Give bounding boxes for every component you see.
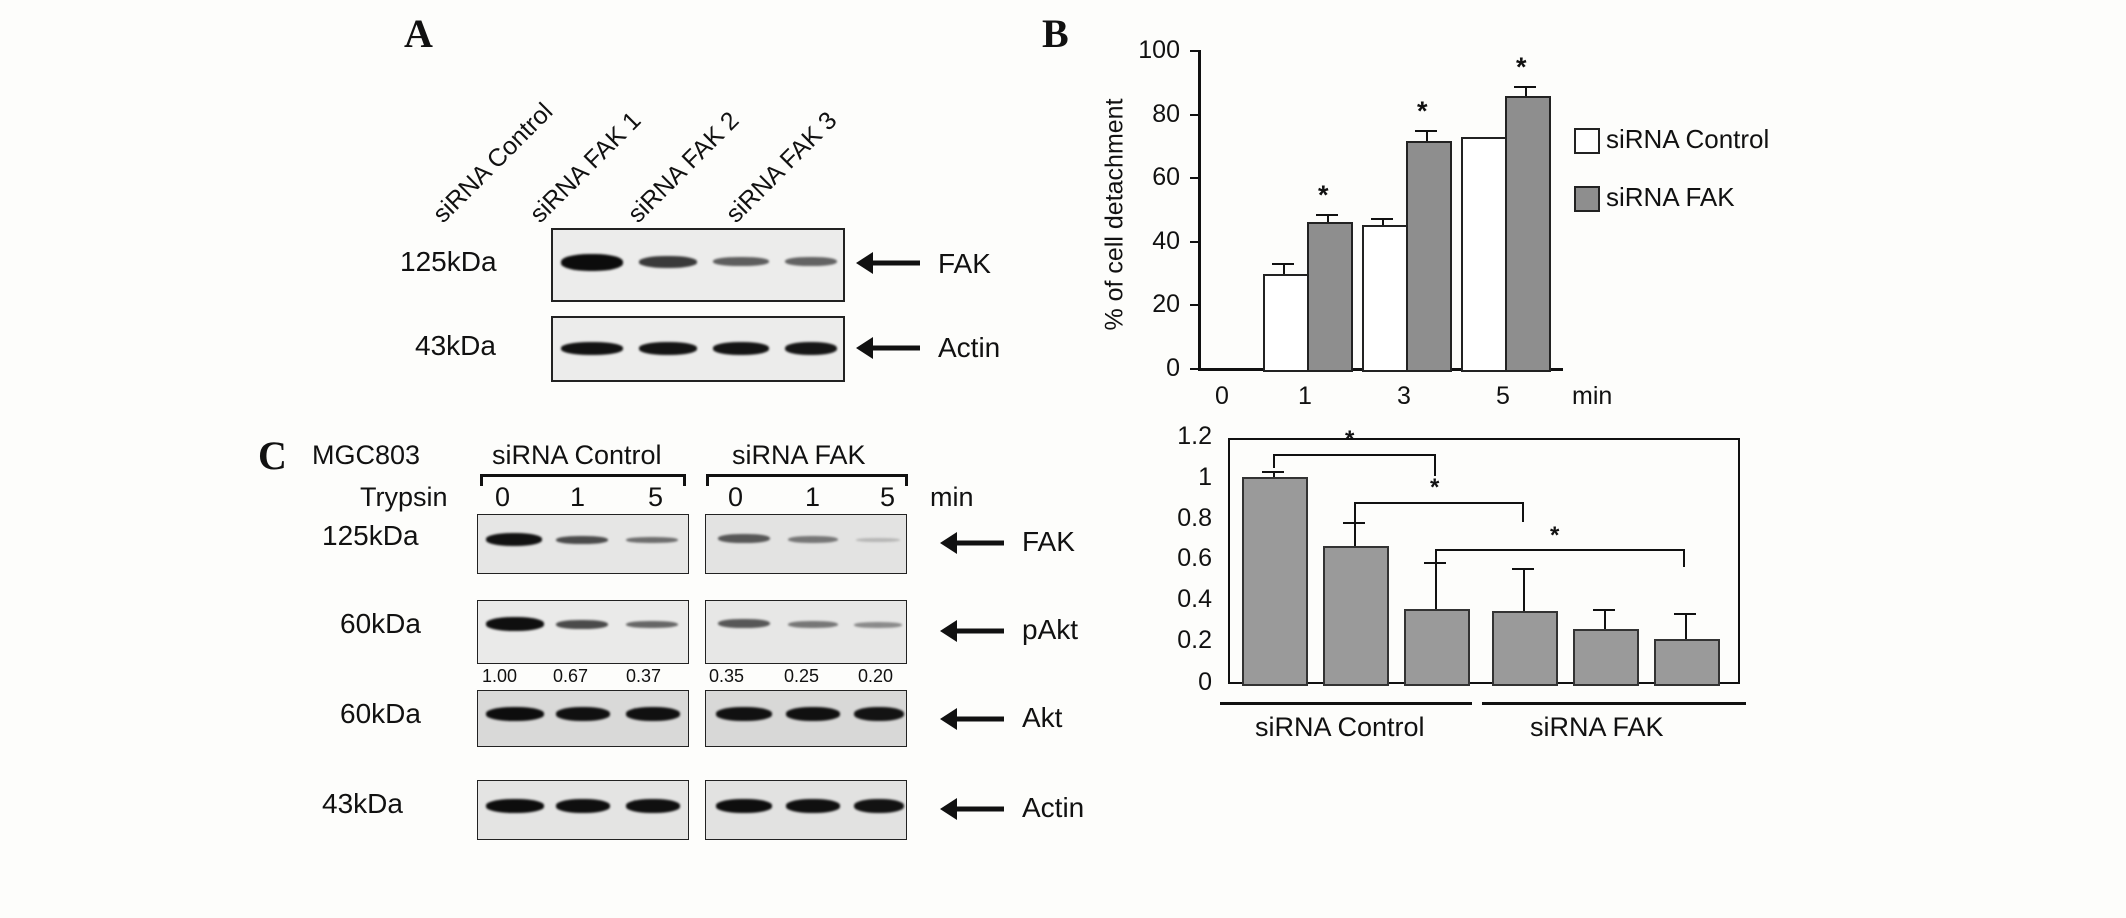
star-3min: * [1417, 96, 1428, 126]
mw-label-43kda-a: 43kDa [415, 330, 496, 361]
bar-d-fak-1 [1573, 629, 1639, 686]
x-axis-top-d [1228, 438, 1740, 440]
bar-d-control-1 [1323, 546, 1389, 686]
legend-swatch-fak [1574, 186, 1600, 212]
protein-label-actin-c: Actin [1022, 792, 1085, 823]
group-underline-fak [1482, 702, 1746, 705]
ytick-40: 40 [1152, 227, 1180, 255]
mw-label-60kda-akt: 60kDa [340, 698, 421, 729]
time-fak-5: 5 [880, 482, 896, 512]
legend-label-control: siRNA Control [1606, 124, 1770, 154]
time-control-0: 0 [495, 482, 511, 512]
panel-c [0, 430, 1120, 918]
pakt-value-fak-1: 0.25 [784, 666, 820, 686]
panel-b-letter: B [1042, 11, 1069, 56]
bar-fak-5min [1505, 96, 1551, 372]
ytick-100: 100 [1138, 36, 1180, 64]
xtick-0: 0 [1215, 382, 1229, 410]
ytick-60: 60 [1152, 163, 1180, 191]
lane-label-2: siRNA FAK 2 [622, 106, 745, 229]
pakt-value-fak-5: 0.20 [858, 666, 894, 686]
group-label-fak-c: siRNA FAK [732, 440, 866, 470]
sig-bracket-3 [1435, 549, 1685, 567]
blot-akt-control-c [477, 690, 689, 747]
bar-control-5min [1461, 137, 1507, 372]
bar-fak-1min [1307, 222, 1353, 372]
mw-label-125kda-a: 125kDa [400, 246, 497, 277]
protein-label-actin-a: Actin [938, 332, 1001, 363]
ytick-d-0: 0 [1198, 668, 1212, 696]
legend-swatch-control [1574, 128, 1600, 154]
ytick-d-0p4: 0.4 [1177, 585, 1212, 613]
panel-a-letter: A [404, 11, 433, 56]
y-axis-right-d [1738, 438, 1740, 684]
time-control-1: 1 [570, 482, 586, 512]
panel-a [0, 0, 1020, 420]
y-axis-d [1228, 438, 1230, 684]
time-control-5: 5 [648, 482, 664, 512]
pakt-value-control-0: 1.00 [482, 666, 518, 686]
blot-pakt-control-c [477, 600, 689, 664]
lane-label-1: siRNA FAK 1 [524, 106, 647, 229]
treatment-label: Trypsin [360, 482, 448, 512]
sig-bracket-1 [1273, 454, 1436, 476]
xtick-3: 3 [1397, 382, 1411, 410]
group-label-fak-d: siRNA FAK [1530, 712, 1664, 742]
panel-b-chart [1020, 0, 2126, 430]
bar-d-fak-0 [1492, 611, 1558, 686]
mw-label-60kda-pakt: 60kDa [340, 608, 421, 639]
group-underline-control [1220, 702, 1472, 705]
legend-label-fak: siRNA FAK [1606, 182, 1735, 212]
xtick-5: 5 [1496, 382, 1510, 410]
panel-d-chart [1120, 422, 2126, 918]
pakt-value-control-5: 0.37 [626, 666, 662, 686]
lane-label-3: siRNA FAK 3 [720, 106, 843, 229]
mw-label-43kda-c: 43kDa [322, 788, 403, 819]
ytick-d-1p0: 1 [1198, 463, 1212, 491]
pakt-value-fak-0: 0.35 [709, 666, 745, 686]
sig-bracket-2 [1354, 502, 1524, 522]
time-fak-0: 0 [728, 482, 744, 512]
blot-fak-sirna-c [705, 514, 907, 574]
bar-fak-3min [1406, 141, 1452, 372]
blot-pakt-sirna-c [705, 600, 907, 664]
group-label-control-c: siRNA Control [492, 440, 662, 470]
bar-d-fak-5 [1654, 639, 1720, 686]
pakt-value-control-1: 0.67 [553, 666, 589, 686]
mw-label-125kda-c: 125kDa [322, 520, 419, 551]
y-axis-b [1198, 50, 1201, 370]
group-label-control-d: siRNA Control [1255, 712, 1425, 742]
sig-star-1: * [1345, 426, 1355, 453]
bar-control-3min [1362, 225, 1408, 372]
sig-star-2: * [1430, 474, 1440, 501]
lane-label-0: siRNA Control [427, 97, 559, 229]
y-axis-label-b: % of cell detachment [1100, 98, 1129, 331]
sig-star-3: * [1550, 522, 1560, 549]
x-axis-unit-b: min [1572, 382, 1613, 410]
cell-line-label: MGC803 [312, 440, 421, 470]
protein-label-fak-a: FAK [938, 248, 991, 279]
star-5min: * [1516, 52, 1527, 82]
protein-label-fak-c: FAK [1022, 526, 1075, 557]
protein-label-pakt-c: pAkt [1022, 614, 1079, 645]
blot-actin-a [551, 316, 845, 382]
star-1min: * [1318, 180, 1329, 210]
bar-d-control-0 [1242, 477, 1308, 686]
blot-akt-sirna-c [705, 690, 907, 747]
blot-actin-control-c [477, 780, 689, 840]
panel-c-letter: C [258, 433, 287, 478]
ytick-d-1p2: 1.2 [1177, 422, 1212, 450]
ytick-d-0p6: 0.6 [1177, 544, 1212, 572]
ytick-20: 20 [1152, 290, 1180, 318]
blot-fak-control-c [477, 514, 689, 574]
bar-control-1min [1263, 274, 1309, 372]
time-unit-label-c: min [930, 482, 974, 512]
time-fak-1: 1 [805, 482, 821, 512]
xtick-1: 1 [1298, 382, 1312, 410]
ytick-d-0p2: 0.2 [1177, 626, 1212, 654]
bar-d-control-5 [1404, 609, 1470, 686]
ytick-0: 0 [1166, 354, 1180, 382]
blot-actin-sirna-c [705, 780, 907, 840]
blot-fak [551, 228, 845, 302]
protein-label-akt-c: Akt [1022, 702, 1063, 733]
ytick-d-0p8: 0.8 [1177, 504, 1212, 532]
ytick-80: 80 [1152, 100, 1180, 128]
